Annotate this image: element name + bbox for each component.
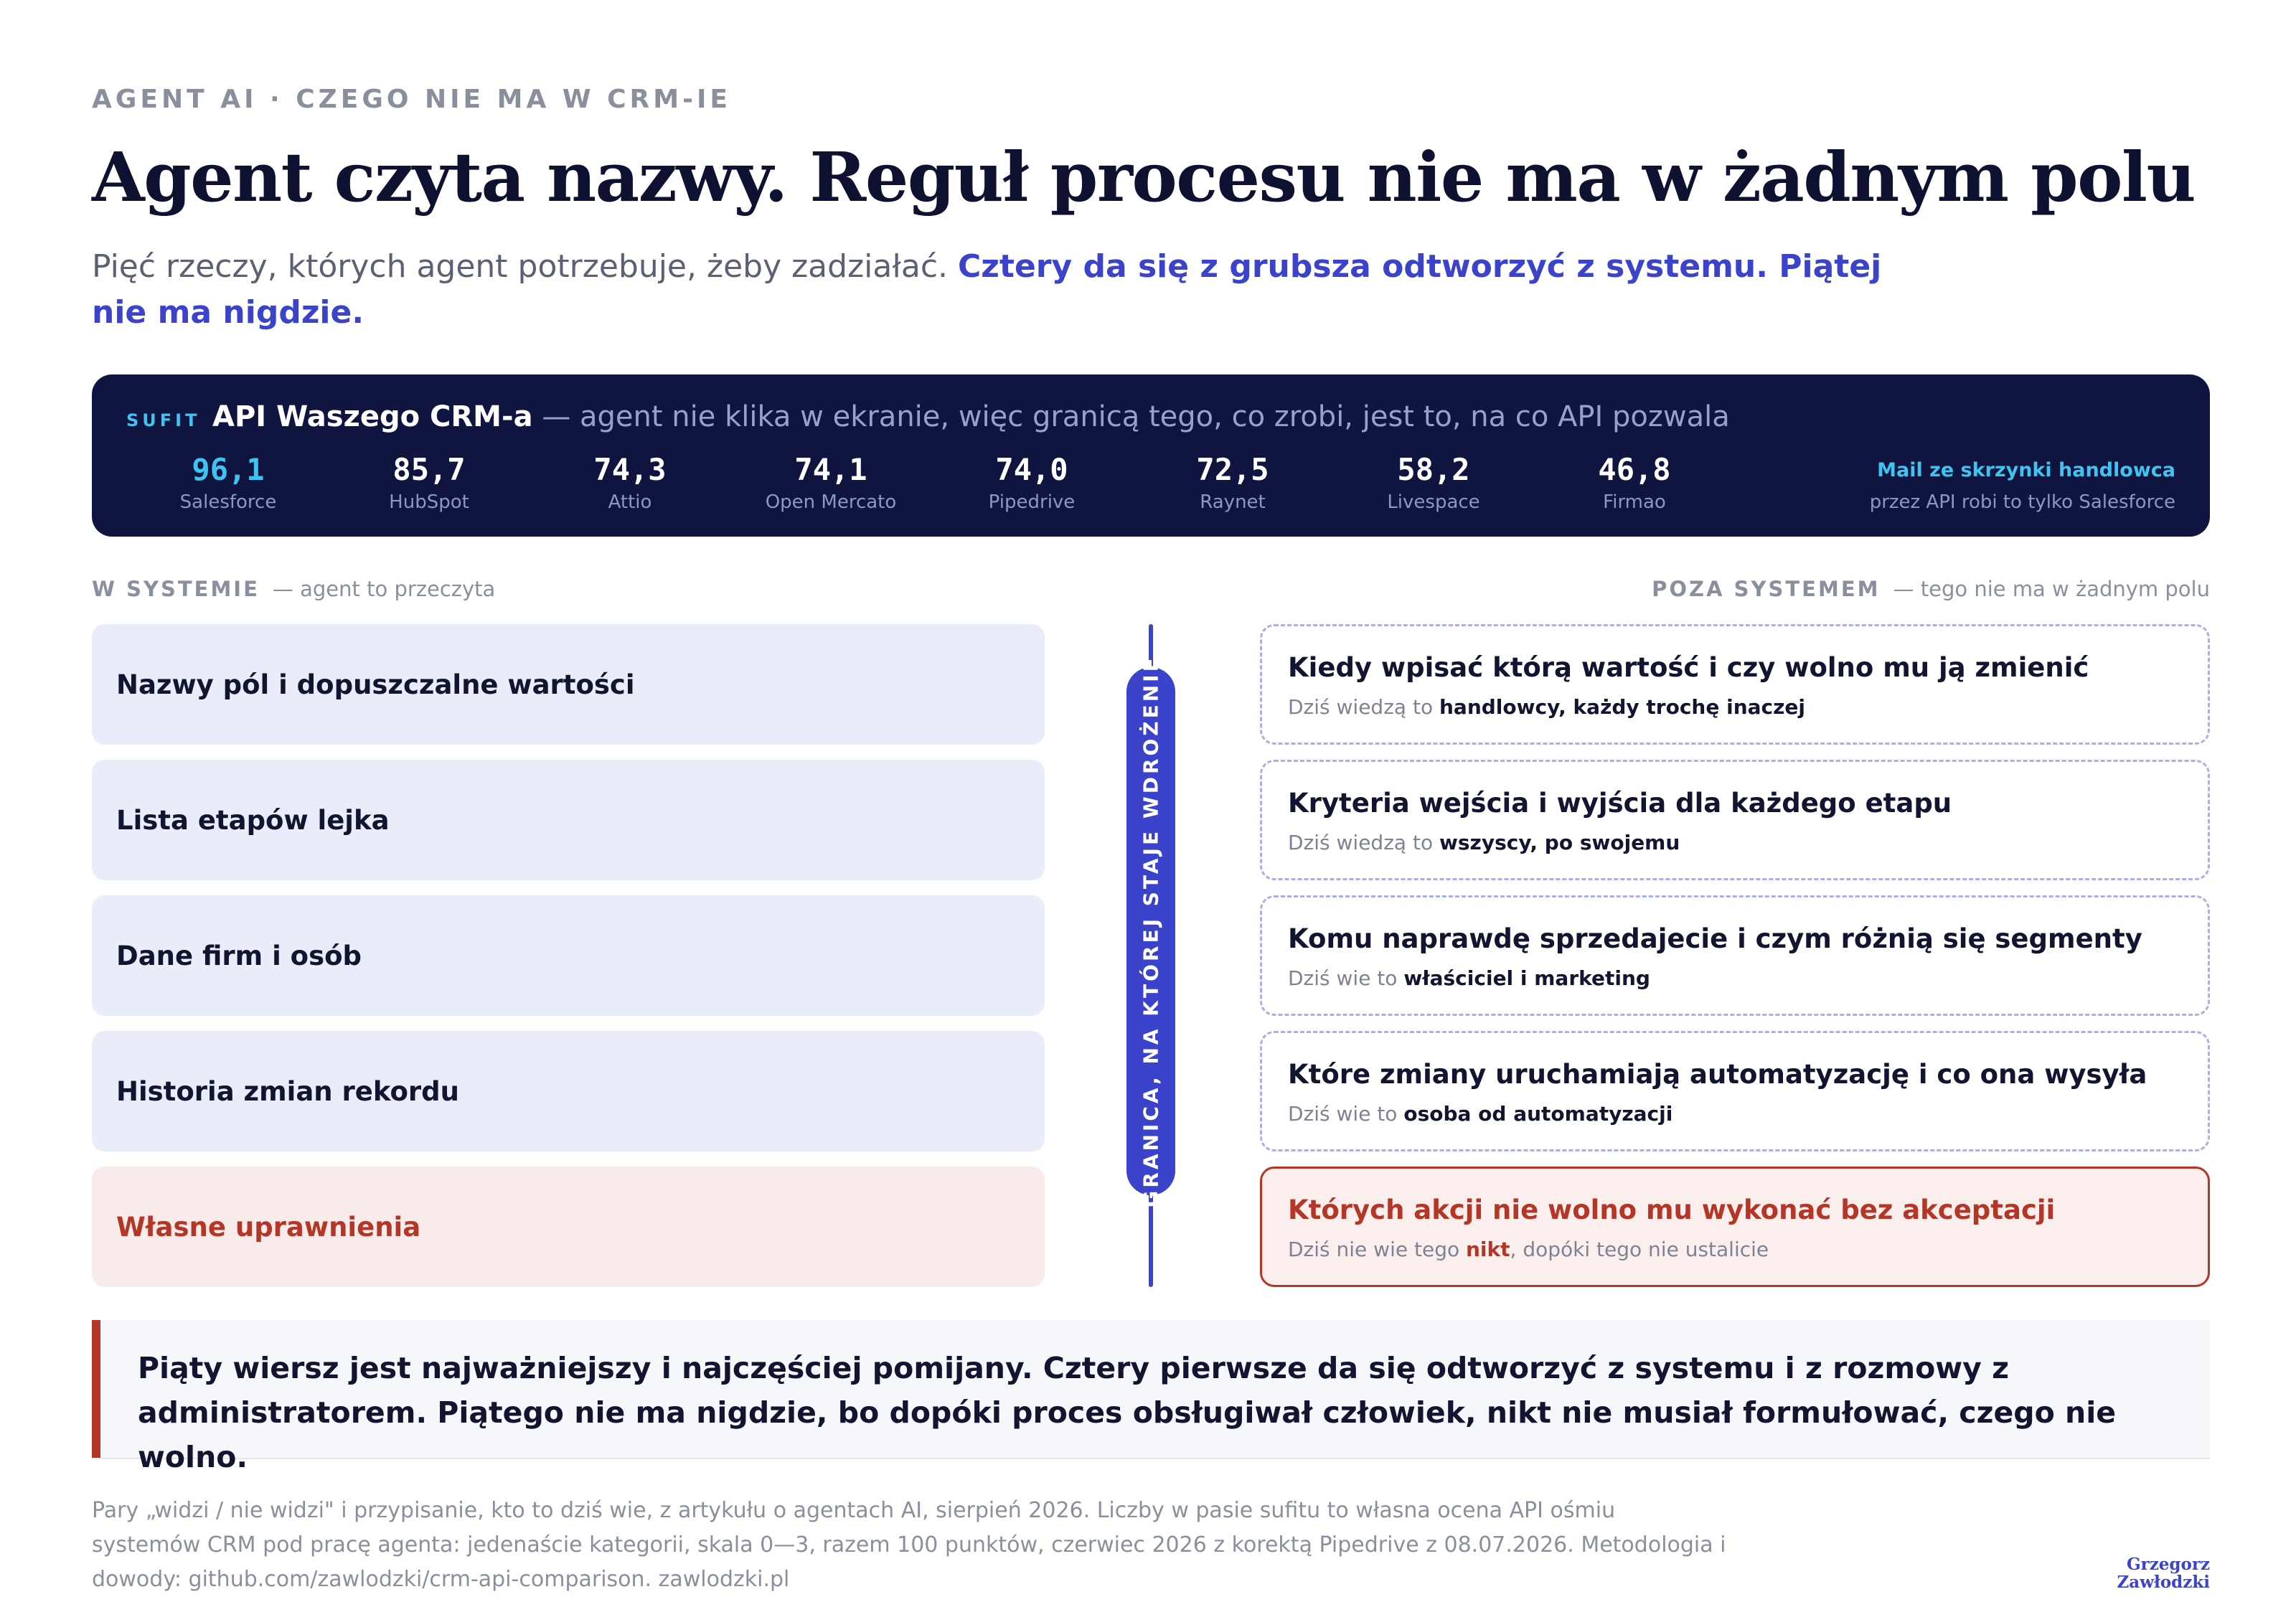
owner-name: nikt <box>1466 1238 1510 1261</box>
score-item <box>946 452 1118 513</box>
outside-item <box>1260 1031 2210 1151</box>
outside-item-question: Kryteria wejścia i wyjścia dla każdego etapu <box>1288 788 1952 819</box>
eyebrow-label: AGENT AI · CZEGO NIE MA W CRM-IE <box>92 85 732 114</box>
outside-item-question: Które zmiany uruchamiają automatyzację i co ona wysyła <box>1288 1059 2147 1090</box>
system-item-label: Lista etapów lejka <box>116 804 390 836</box>
outside-item-owner <box>1288 1238 1769 1261</box>
callout-text: Piąty wiersz jest najważniejszy i najczęściej pomijany. Cztery pierwsze da się odtworzyć z systemu i z rozmowy z administratorem. Piątego nie ma nigdzie, bo dopóki proces obsługiwał człowiek, nikt nie musiał formułować, czego nie wolno. <box>138 1351 2117 1474</box>
callout-accent-bar <box>92 1320 100 1458</box>
author-signature-logo <box>2117 1555 2211 1591</box>
system-item-label: Dane firm i osób <box>116 940 362 971</box>
owner-prefix: Dziś wiedzą to <box>1288 695 1434 719</box>
score-system-name: Firmao <box>1603 491 1666 513</box>
signature-first-name: Grzegorz <box>2126 1555 2210 1574</box>
signature-last-name: Zawłodzki <box>2117 1573 2210 1592</box>
system-item <box>92 760 1045 880</box>
ceiling-note <box>1870 459 2175 513</box>
system-item-permissions <box>92 1167 1045 1287</box>
left-column-sub: — agent to przeczyta <box>272 577 496 601</box>
outside-item-question: Komu naprawdę sprzedajecie i czym różnią się segmenty <box>1288 923 2142 954</box>
outside-item-question: Kiedy wpisać którą wartość i czy wolno mu ją zmienić <box>1288 652 2089 683</box>
score-system-name: Raynet <box>1200 491 1266 513</box>
outside-item-question: Których akcji nie wolno mu wykonać bez akceptacji <box>1288 1194 2056 1225</box>
score-item <box>544 452 716 513</box>
owner-name: osoba od automatyzacji <box>1403 1102 1673 1126</box>
owner-name: handlowcy, każdy trochę inaczej <box>1439 695 1806 719</box>
system-item-label: Własne uprawnienia <box>116 1211 421 1243</box>
score-system-name: Attio <box>608 491 652 513</box>
score-item <box>745 452 917 513</box>
system-item <box>92 895 1045 1016</box>
score-value: 72,5 <box>1196 452 1269 487</box>
system-item <box>92 1031 1045 1151</box>
owner-prefix: Dziś wie to <box>1288 1102 1398 1126</box>
left-column-header <box>92 577 495 601</box>
outside-item-owner <box>1288 1102 1672 1126</box>
page-subtitle <box>92 244 1886 336</box>
boundary-label: GRANICA, NA KTÓREJ STAJE WDROŻENIE <box>1139 655 1163 1207</box>
score-value: 74,3 <box>593 452 667 487</box>
owner-name: wszyscy, po swojemu <box>1439 831 1680 854</box>
ceiling-tag: SUFIT <box>126 410 201 430</box>
key-insight-callout <box>92 1320 2210 1474</box>
ceiling-heading <box>212 400 1730 433</box>
ceiling-heading-strong: API Waszego CRM-a <box>212 400 533 433</box>
system-item-label: Historia zmian rekordu <box>116 1075 459 1107</box>
score-value: 58,2 <box>1397 452 1470 487</box>
score-item <box>1147 452 1319 513</box>
owner-prefix: Dziś wiedzą to <box>1288 831 1434 854</box>
right-column-sub: — tego nie ma w żadnym polu <box>1893 577 2210 601</box>
score-item <box>343 452 515 513</box>
score-system-name: Salesforce <box>179 491 277 513</box>
score-system-name: Open Mercato <box>765 491 897 513</box>
score-value: 74,1 <box>794 452 867 487</box>
owner-prefix: Dziś nie wie tego <box>1288 1238 1460 1261</box>
outside-item <box>1260 624 2210 745</box>
left-column-label: W SYSTEMIE <box>92 577 260 601</box>
system-item-label: Nazwy pól i dopuszczalne wartości <box>116 669 635 700</box>
ceiling-heading-rest: — agent nie klika w ekranie, więc granicą tego, co zrobi, jest to, na co API pozwala <box>542 400 1730 433</box>
score-system-name: Pipedrive <box>988 491 1076 513</box>
ceiling-note-sub: przez API robi to tylko Salesforce <box>1869 491 2175 513</box>
owner-suffix: , dopóki tego nie ustalicie <box>1510 1238 1769 1261</box>
outside-item-owner <box>1288 831 1680 854</box>
source-footnote: Pary „widzi / nie widzi" i przypisanie, kto to dziś wie, z artykułu o agentach AI, sierpień 2026. Liczby w pasie sufitu to własna ocena API ośmiu systemów CRM pod pracę agenta: jedenaście kategorii, skala 0—3, razem 100 punktów, czerwiec 2026 z korektą Pipedrive z 08.07.2026. Metodologia i dowody: github.com/zawlodzki/crm-api-comparison. zawlodzki.pl <box>92 1498 1726 1592</box>
right-column-header <box>1652 577 2210 601</box>
right-column-label: POZA SYSTEMEM <box>1652 577 1881 601</box>
score-value: 46,8 <box>1598 452 1671 487</box>
score-system-name: HubSpot <box>389 491 469 513</box>
ceiling-note-title: Mail ze skrzynki handlowca <box>1877 459 2175 481</box>
outside-item <box>1260 760 2210 880</box>
api-ceiling-band <box>92 374 2210 537</box>
score-value: 74,0 <box>995 452 1068 487</box>
owner-prefix: Dziś wie to <box>1288 966 1398 990</box>
score-item <box>1548 452 1721 513</box>
outside-item <box>1260 895 2210 1016</box>
system-item <box>92 624 1045 745</box>
page-title: Agent czyta nazwy. Reguł procesu nie ma w żadnym polu <box>92 138 2196 217</box>
score-item <box>142 452 314 513</box>
owner-name: właściciel i marketing <box>1403 966 1650 990</box>
score-value: 96,1 <box>192 452 265 487</box>
score-system-name: Livespace <box>1387 491 1480 513</box>
score-item <box>1347 452 1520 513</box>
subtitle-plain: Pięć rzeczy, których agent potrzebuje, żeby zadziałać. <box>92 248 949 285</box>
score-value: 85,7 <box>392 452 466 487</box>
subtitle-highlight: Cztery da się z grubsza odtworzyć z systemu. Piątej nie ma nigdzie. <box>92 248 1882 331</box>
outside-item-owner <box>1288 966 1650 990</box>
outside-item-approval <box>1260 1167 2210 1287</box>
outside-item-owner <box>1288 695 1805 719</box>
